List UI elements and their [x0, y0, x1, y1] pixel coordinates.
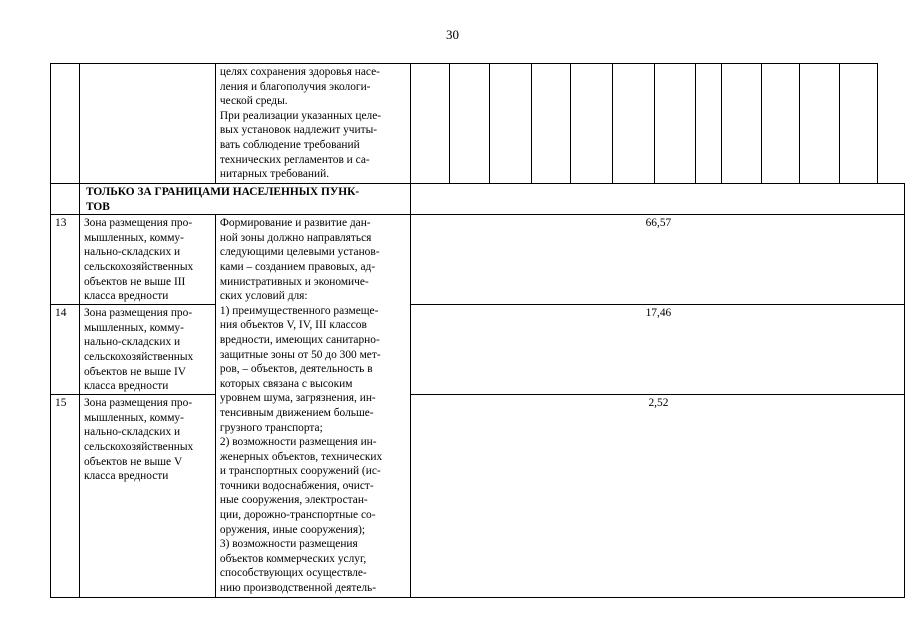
- num-cell: [51, 184, 80, 215]
- text-line: класса вредности: [83, 470, 169, 483]
- zones-table: [50, 63, 905, 598]
- row-number: 13: [51, 215, 80, 305]
- text-line: грузного транспорта;: [219, 421, 323, 434]
- text-line: сельскохозяйственных: [83, 260, 194, 273]
- text-line: ния объектов V, IV, III классов: [219, 319, 367, 332]
- text-line: объектов не выше III: [83, 275, 186, 288]
- section-title-line: ТОЛЬКО ЗА ГРАНИЦАМИ НАСЕЛЕННЫХ ПУНК-: [85, 186, 360, 198]
- empty-cell: [762, 64, 800, 184]
- empty-cell: [613, 64, 655, 184]
- text-line: 1) преимущественного размеще-: [219, 304, 379, 317]
- text-line: вать соблюдение требований: [219, 138, 360, 151]
- text-line: ления и благополучия экологи-: [219, 80, 371, 93]
- text-line: вых установок надлежит учиты-: [219, 124, 378, 137]
- section-header-row: [51, 184, 905, 215]
- text-line: тенсивным движением больше-: [219, 406, 374, 419]
- section-title-line: ТОВ: [85, 200, 110, 213]
- section-title: [79, 184, 410, 215]
- text-line: нально-складских и: [83, 246, 181, 259]
- text-line: министративных и экономиче-: [219, 275, 369, 288]
- area-value: 2,52: [410, 395, 904, 598]
- table-row: [51, 395, 905, 598]
- zone-cell: [79, 64, 215, 184]
- empty-cell: [410, 64, 449, 184]
- text-line: сельскохозяйственных: [83, 440, 194, 453]
- text-line: Зона размещения про-: [83, 397, 193, 410]
- text-line: следующими целевыми установ-: [219, 246, 380, 259]
- zone-name: [79, 305, 215, 395]
- text-line: 2) возможности размещения ин-: [219, 436, 377, 449]
- text-line: объектов коммерческих услуг,: [219, 552, 367, 565]
- zone-name: [79, 215, 215, 305]
- text-line: уровнем шума, загрязнения, ин-: [219, 392, 376, 405]
- text-line: мышленных, комму-: [83, 231, 184, 244]
- num-cell: [51, 64, 80, 184]
- table-row: [51, 305, 905, 395]
- row-number: 14: [51, 305, 80, 395]
- text-line: защитные зоны от 50 до 300 мет-: [219, 348, 381, 361]
- empty-cell: [840, 64, 878, 184]
- empty-cell: [489, 64, 531, 184]
- text-line: ной зоны должно направляться: [219, 231, 372, 244]
- text-line: объектов не выше IV: [83, 365, 186, 378]
- text-line: 3) возможности размещения: [219, 538, 358, 551]
- text-line: класса вредности: [83, 380, 169, 393]
- text-line: нитарных требований.: [219, 168, 330, 181]
- text-line: точники водоснабжения, очист-: [219, 479, 374, 492]
- empty-cell: [696, 64, 722, 184]
- page-number: 30: [446, 27, 459, 42]
- text-line: ками – созданием правовых, ад-: [219, 260, 376, 273]
- text-line: ров, – объектов, деятельность в: [219, 363, 373, 376]
- text-line: технических регламентов и са-: [219, 153, 370, 166]
- table-row: [51, 215, 905, 305]
- text-line: женерных объектов, технических: [219, 450, 383, 463]
- text-line: ческой среды.: [219, 95, 288, 108]
- text-line: нию производственной деятель-: [219, 582, 377, 595]
- text-line: Зона размещения про-: [83, 217, 193, 230]
- empty-cell: [449, 64, 489, 184]
- empty-cell: [800, 64, 840, 184]
- text-line: класса вредности: [83, 290, 169, 303]
- text-line: и транспортных сооружений (ис-: [219, 465, 381, 478]
- text-line: мышленных, комму-: [83, 321, 184, 334]
- empty-cell: [722, 64, 762, 184]
- description-cell-continued: [215, 64, 410, 184]
- table-row-continuation: [51, 64, 905, 184]
- empty-cell: [570, 64, 613, 184]
- text-line: которых связана с высоким: [219, 377, 353, 390]
- text-line: вредности, имеющих санитарно-: [219, 333, 380, 346]
- zone-description: [215, 215, 410, 598]
- text-line: Зона размещения про-: [83, 307, 193, 320]
- text-line: целях сохранения здоровья насе-: [219, 66, 380, 78]
- section-empty-cell: [410, 184, 904, 215]
- text-line: ских условий для:: [219, 290, 308, 303]
- text-line: оружения, иные сооружения);: [219, 523, 366, 536]
- text-line: объектов не выше V: [83, 455, 183, 468]
- row-number: 15: [51, 395, 80, 598]
- text-line: нально-складских и: [83, 426, 181, 439]
- text-line: сельскохозяйственных: [83, 350, 194, 363]
- zone-name: [79, 395, 215, 598]
- text-line: ные сооружения, электростан-: [219, 494, 368, 507]
- text-line: При реализации указанных целе-: [219, 109, 382, 122]
- text-line: мышленных, комму-: [83, 411, 184, 424]
- empty-cell: [531, 64, 570, 184]
- text-line: нально-складских и: [83, 336, 181, 349]
- area-value: 17,46: [410, 305, 904, 395]
- area-value: 66,57: [410, 215, 904, 305]
- empty-cell: [655, 64, 696, 184]
- text-line: способствующих осуществле-: [219, 567, 367, 580]
- text-line: ции, дорожно-транспортные со-: [219, 509, 376, 522]
- text-line: Формирование и развитие дан-: [219, 217, 371, 230]
